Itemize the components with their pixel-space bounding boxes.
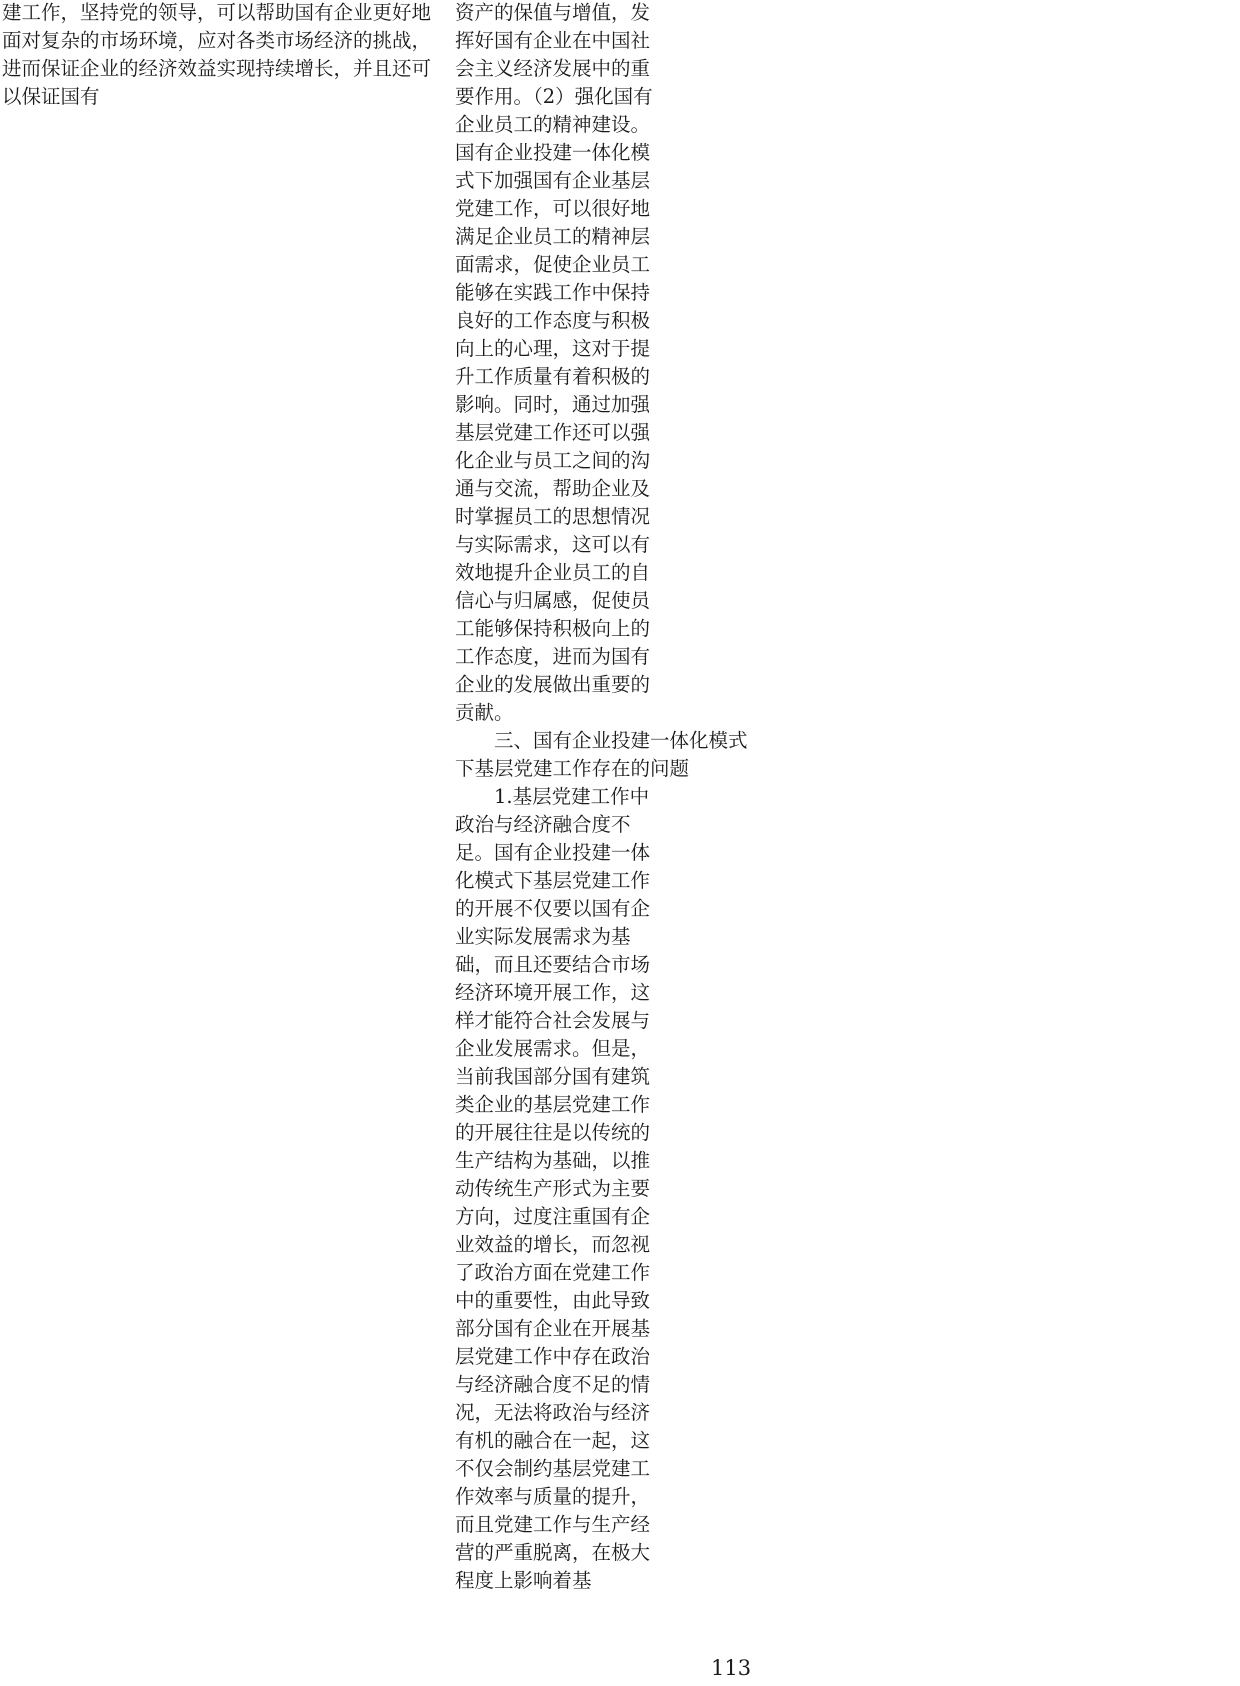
text-line: 有机的融合在一起，这: [455, 1429, 651, 1452]
text-line: 与实际需求，这可以有: [455, 533, 651, 556]
section-heading: 三、国有企业投建一体化模式: [455, 729, 748, 752]
text-line: 与经济融合度不足的情: [455, 1373, 651, 1396]
text-line: 基层党建工作还可以强: [455, 421, 651, 444]
text-line: 工能够保持积极向上的: [455, 617, 651, 640]
text-line: 1.基层党建工作中: [455, 785, 650, 808]
text-line: 面对复杂的市场环境，应对各类市场经济的挑战，: [2, 29, 432, 52]
text-line: 向上的心理，这对于提: [455, 337, 651, 360]
text-line: 通与交流，帮助企业及: [455, 477, 651, 500]
text-line: 生产结构为基础，以推: [455, 1149, 651, 1172]
text-line: 良好的工作态度与积极: [455, 309, 651, 332]
text-line: 党建工作，可以很好地: [455, 197, 651, 220]
text-line: 不仅会制约基层党建工: [455, 1457, 651, 1480]
text-line: 的开展往往是以传统的: [455, 1121, 651, 1144]
text-line: 了政治方面在党建工作: [455, 1261, 651, 1284]
text-line: 政治与经济融合度不: [455, 813, 631, 836]
text-line: 以保证国有: [2, 85, 100, 108]
text-line: 效地提升企业员工的自: [455, 561, 651, 584]
text-line: 业实际发展需求为基: [455, 925, 631, 948]
text-line: 企业发展需求。但是，: [455, 1037, 651, 1060]
text-line: 资产的保值与增值，发: [455, 1, 651, 24]
text-line: 中的重要性，由此导致: [455, 1289, 651, 1312]
text-line: 要作用。（2）强化国有: [455, 85, 653, 108]
text-line: 企业员工的精神建设。: [455, 113, 651, 136]
text-line: 类企业的基层党建工作: [455, 1093, 651, 1116]
text-line: 会主义经济发展中的重: [455, 57, 651, 80]
text-line: 工作态度，进而为国有: [455, 645, 651, 668]
text-line: 当前我国部分国有建筑: [455, 1065, 651, 1088]
text-line: 经济环境开展工作，这: [455, 981, 651, 1004]
text-line: 动传统生产形式为主要: [455, 1177, 651, 1200]
text-line: 作效率与质量的提升，: [455, 1485, 651, 1508]
text-line: 满足企业员工的精神层: [455, 225, 651, 248]
text-line: 信心与归属感，促使员: [455, 589, 651, 612]
text-line: 层党建工作中存在政治: [455, 1345, 651, 1368]
text-line: 式下加强国有企业基层: [455, 169, 651, 192]
text-line: 方向，过度注重国有企: [455, 1205, 651, 1228]
text-line: 础，而且还要结合市场: [455, 953, 651, 976]
text-line: 时掌握员工的思想情况: [455, 505, 651, 528]
text-line: 升工作质量有着积极的: [455, 365, 651, 388]
text-line: 营的严重脱离，在极大: [455, 1541, 651, 1564]
text-line: 业效益的增长，而忽视: [455, 1233, 651, 1256]
text-line: 化企业与员工之间的沟: [455, 449, 651, 472]
text-line: 影响。同时，通过加强: [455, 393, 651, 416]
text-line: 国有企业投建一体化模: [455, 141, 651, 164]
text-line: 而且党建工作与生产经: [455, 1513, 651, 1536]
text-line: 样才能符合社会发展与: [455, 1009, 651, 1032]
section-heading: 下基层党建工作存在的问题: [455, 757, 690, 780]
text-line: 能够在实践工作中保持: [455, 281, 651, 304]
text-line: 况，无法将政治与经济: [455, 1401, 651, 1424]
page-number: 113: [711, 1656, 752, 1680]
text-line: 企业的发展做出重要的: [455, 673, 651, 696]
text-line: 建工作，坚持党的领导，可以帮助国有企业更好地: [2, 1, 432, 24]
text-line: 化模式下基层党建工作: [455, 869, 651, 892]
text-line: 部分国有企业在开展基: [455, 1317, 651, 1340]
text-line: 挥好国有企业在中国社: [455, 29, 651, 52]
text-line: 的开展不仅要以国有企: [455, 897, 651, 920]
text-line: 贡献。: [455, 701, 514, 724]
text-line: 面需求，促使企业员工: [455, 253, 651, 276]
text-line: 足。国有企业投建一体: [455, 841, 651, 864]
text-line: 程度上影响着基: [455, 1569, 592, 1592]
text-line: 进而保证企业的经济效益实现持续增长，并且还可: [2, 57, 432, 80]
